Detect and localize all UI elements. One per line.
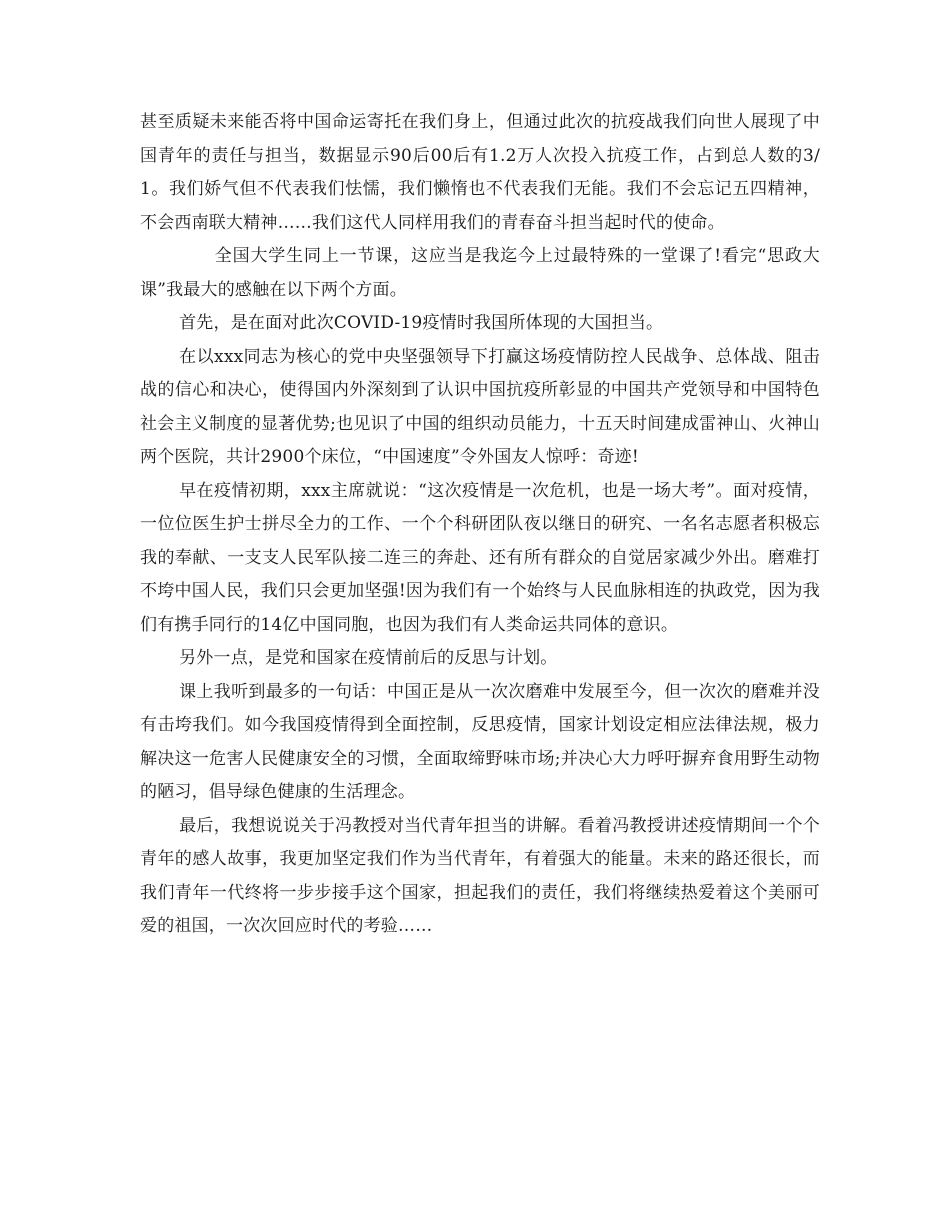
paragraph-6: 另外一点，是党和国家在疫情前后的反思与计划。: [179, 648, 558, 668]
paragraph-7: 课上我听到最多的一句话：中国正是从一次次磨难中发展至今，但一次次的磨难并没有击垮我们。如今我国疫情得到全面控制，反思疫情，国家计划设定相应法律法规，极力解决这一危害人民健康安全的习惯，全面取缔野味市场;并决心大力呼吁摒弃食用野生动物的陋习，倡导绿色健康的生活理念。: [140, 681, 820, 802]
paragraph-1: 甚至质疑未来能否将中国命运寄托在我们身上，但通过此次的抗疫战我们向世人展现了中国青年的责任与担当，数据显示90后00后有1.2万人次投入抗疫工作，占到总人数的3/1。我们娇气但不代表我们怯懦，我们懒惰也不代表我们无能。我们不会忘记五四精神，不会西南联大精神……我们这代人同样用我们的青春奋斗担当起时代的使命。: [140, 112, 820, 233]
paragraph-3: 首先，是在面对此次COVID-19疫情时我国所体现的大国担当。: [179, 313, 664, 333]
paragraph-8: 最后，我想说说关于冯教授对当代青年担当的讲解。看着冯教授讲述疫情期间一个个青年的感人故事，我更加坚定我们作为当代青年，有着强大的能量。未来的路还很长，而我们青年一代终将一步步接手这个国家，担起我们的责任，我们将继续热爱着这个美丽可爱的祖国，一次次回应时代的考验……: [140, 815, 820, 936]
document-body: [140, 106, 820, 944]
paragraph-2: 全国大学生同上一节课，这应当是我迄今上过最特殊的一堂课了!看完“思政大课”我最大的感触在以下两个方面。: [140, 246, 820, 300]
paragraph-5: 早在疫情初期，xxx主席就说：“这次疫情是一次危机，也是一场大考”。面对疫情，一位位医生护士拼尽全力的工作、一个个科研团队夜以继日的研究、一名名志愿者积极忘我的奉献、一支支人民军队接二连三的奔赴、还有所有群众的自觉居家减少外出。磨难打不垮中国人民，我们只会更加坚强!因为我们有一个始终与人民血脉相连的执政党，因为我们有携手同行的14亿中国同胞，也因为我们有人类命运共同体的意识。: [140, 480, 820, 635]
paragraph-4: 在以xxx同志为核心的党中央坚强领导下打赢这场疫情防控人民战争、总体战、阻击战的信心和决心，使得国内外深刻到了认识中国抗疫所彰显的中国共产党领导和中国特色社会主义制度的显著优势;也见识了中国的组织动员能力，十五天时间建成雷神山、火神山两个医院，共计2900个床位，“中国速度”令外国友人惊呼：奇迹!: [140, 346, 820, 467]
